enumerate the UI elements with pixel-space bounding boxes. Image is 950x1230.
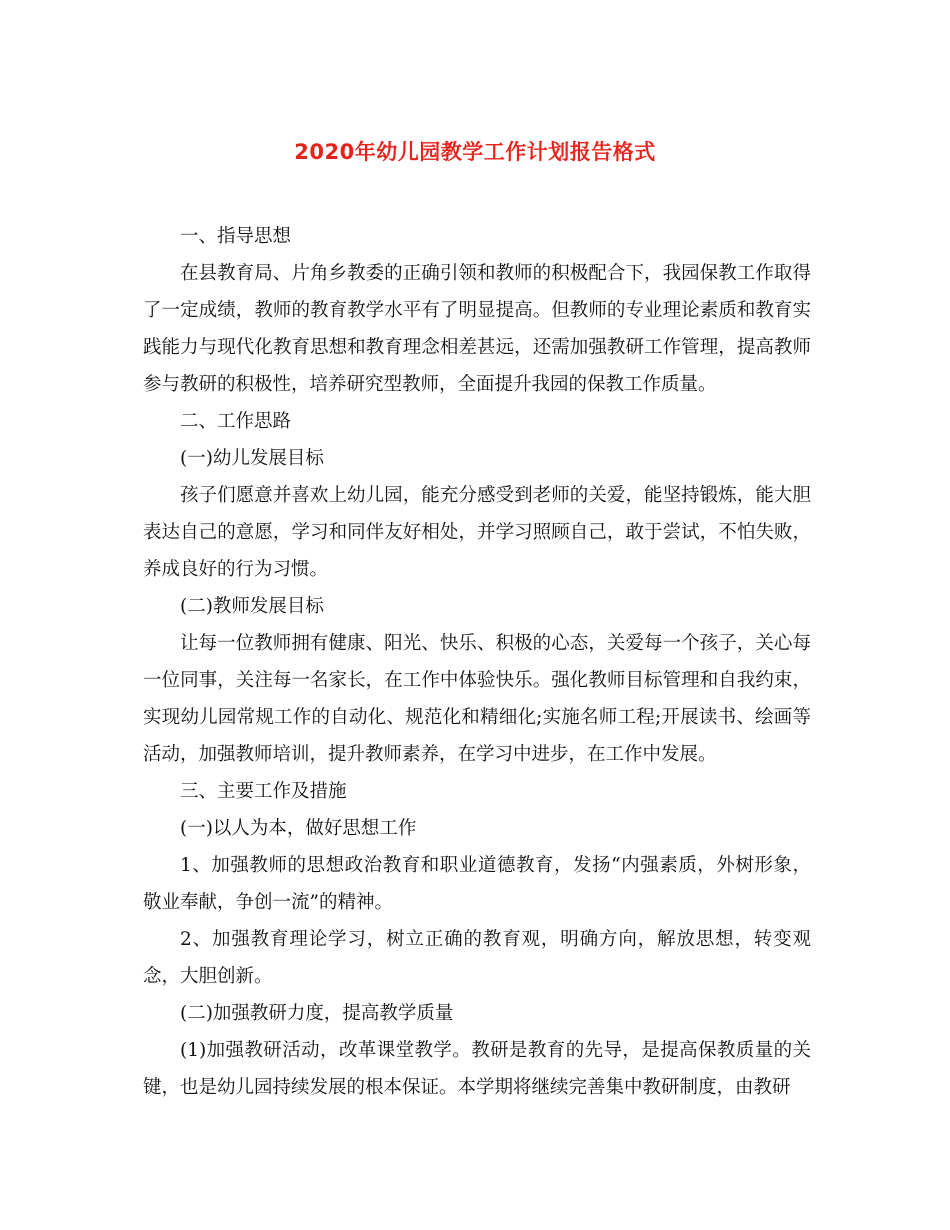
paragraph-guiding-ideology: 在县教育局、片角乡教委的正确引领和教师的积极配合下，我园保教工作取得了一定成绩，教师的教育教学水平有了明显提高。但教师的专业理论素质和教育实践能力与现代化教育思想和教育理念相差甚远，还需加强教研工作管理，提高教师参与教研的积极性，培养研究型教师，全面提升我园的保教工作质量。	[143, 263, 811, 395]
list-item-2: 2、加强教育理论学习，树立正确的教育观，明确方向，解放思想，转变观念，大胆创新。	[143, 929, 811, 987]
list-item-1: 1、加强教师的思想政治教育和职业道德教育，发扬“内强素质，外树形象，敬业奉献，争创一流”的精神。	[143, 855, 811, 913]
paragraph-teacher-goals: 让每一位教师拥有健康、阳光、快乐、积极的心态，关爱每一个孩子，关心每一位同事，关注每一名家长，在工作中体验快乐。强化教师目标管理和自我约束，实现幼儿园常规工作的自动化、规范化和精细化;实施名师工程;开展读书、绘画等活动，加强教师培训，提升教师素养，在学习中进步，在工作中发展。	[143, 633, 811, 765]
heading-work-ideas: 二、工作思路	[180, 411, 292, 432]
paragraph-child-goals: 孩子们愿意并喜欢上幼儿园，能充分感受到老师的关爱，能坚持锻炼，能大胆表达自己的意愿，学习和同伴友好相处，并学习照顾自己，敢于尝试，不怕失败，养成良好的行为习惯。	[143, 485, 811, 580]
subheading-teacher-goals: (二)教师发展目标	[180, 596, 324, 617]
document-body	[143, 218, 811, 1106]
paragraph-teaching-research: (1)加强教研活动，改革课堂教学。教研是教育的先导，是提高保教质量的关键，也是幼儿园持续发展的根本保证。本学期将继续完善集中教研制度，由教研	[143, 1040, 811, 1098]
heading-main-work: 三、主要工作及措施	[180, 781, 347, 802]
subheading-people-oriented: (一)以人为本，做好思想工作	[180, 818, 417, 839]
subheading-teaching-research: (二)加强教研力度，提高教学质量	[180, 1003, 454, 1024]
document-title: 2020年幼儿园教学工作计划报告格式	[294, 140, 656, 164]
subheading-child-goals: (一)幼儿发展目标	[180, 448, 324, 469]
heading-guiding-ideology: 一、指导思想	[180, 226, 292, 247]
